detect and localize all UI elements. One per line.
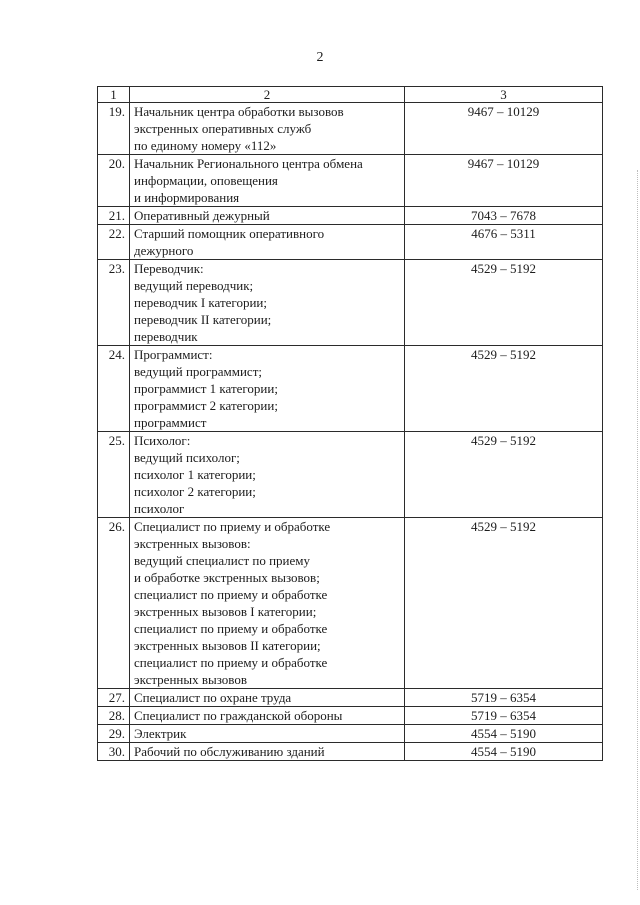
table-row	[98, 518, 603, 689]
position-title	[130, 707, 405, 725]
position-title-line: информации, оповещения	[134, 173, 278, 188]
row-number: 30.	[98, 743, 130, 761]
position-title-line: по единому номеру «112»	[134, 138, 277, 153]
position-title-line: Рабочий по обслуживанию зданий	[134, 744, 325, 759]
position-title-line: ведущий специалист по приему	[134, 553, 311, 568]
position-title-line: Специалист по гражданской обороны	[134, 708, 343, 723]
salary-range: 4529 – 5192	[405, 260, 603, 346]
row-number: 29.	[98, 725, 130, 743]
table-row	[98, 743, 603, 761]
table-row	[98, 155, 603, 207]
position-title-line: Специалист по охране труда	[134, 690, 292, 705]
row-number: 27.	[98, 689, 130, 707]
position-title	[130, 725, 405, 743]
position-title	[130, 689, 405, 707]
position-title-line: специалист по приему и обработке	[134, 587, 328, 602]
position-title-line: специалист по приему и обработке	[134, 621, 328, 636]
position-title-line: психолог	[134, 501, 185, 516]
position-title-line: экстренных вызовов I категории;	[134, 604, 317, 619]
position-title	[130, 743, 405, 761]
salary-range: 4529 – 5192	[405, 518, 603, 689]
table-header-row	[98, 87, 603, 103]
table-row	[98, 260, 603, 346]
table-row	[98, 103, 603, 155]
row-number: 25.	[98, 432, 130, 518]
position-title-line: программист	[134, 415, 207, 430]
header-col-3: 3	[405, 87, 603, 103]
table-row	[98, 689, 603, 707]
salary-range: 5719 – 6354	[405, 707, 603, 725]
row-number: 22.	[98, 225, 130, 260]
row-number: 19.	[98, 103, 130, 155]
salary-range: 5719 – 6354	[405, 689, 603, 707]
table-row	[98, 346, 603, 432]
salary-range: 4676 – 5311	[405, 225, 603, 260]
position-title-line: ведущий психолог;	[134, 450, 240, 465]
header-col-2: 2	[130, 87, 405, 103]
row-number: 26.	[98, 518, 130, 689]
position-title-line: Программист:	[134, 347, 213, 362]
row-number: 23.	[98, 260, 130, 346]
salary-range: 4529 – 5192	[405, 432, 603, 518]
salary-range: 7043 – 7678	[405, 207, 603, 225]
position-title	[130, 155, 405, 207]
position-title-line: переводчик II категории;	[134, 312, 272, 327]
position-title	[130, 518, 405, 689]
position-title-line: переводчик I категории;	[134, 295, 267, 310]
salary-range: 4554 – 5190	[405, 725, 603, 743]
position-title-line: экстренных вызовов II категории;	[134, 638, 321, 653]
position-title-line: Электрик	[134, 726, 187, 741]
position-title	[130, 432, 405, 518]
page-number: 2	[316, 50, 324, 65]
position-title	[130, 103, 405, 155]
header-col-1: 1	[98, 87, 130, 103]
position-title-line: ведущий переводчик;	[134, 278, 254, 293]
salary-table	[97, 86, 603, 761]
position-title-line: экстренных вызовов:	[134, 536, 251, 551]
position-title-line: Старший помощник оперативного	[134, 226, 325, 241]
salary-range: 4554 – 5190	[405, 743, 603, 761]
position-title-line: Начальник Регионального центра обмена	[134, 156, 363, 171]
salary-range: 9467 – 10129	[405, 155, 603, 207]
salary-range: 9467 – 10129	[405, 103, 603, 155]
position-title	[130, 207, 405, 225]
table-row	[98, 707, 603, 725]
position-title-line: Оперативный дежурный	[134, 208, 270, 223]
position-title-line: дежурного	[134, 243, 194, 258]
position-title-line: программист 2 категории;	[134, 398, 278, 413]
position-title-line: психолог 1 категории;	[134, 467, 256, 482]
position-title-line: ведущий программист;	[134, 364, 262, 379]
position-title-line: и информирования	[134, 190, 240, 205]
row-number: 24.	[98, 346, 130, 432]
position-title-line: специалист по приему и обработке	[134, 655, 328, 670]
position-title-line: программист 1 категории;	[134, 381, 278, 396]
position-title-line: экстренных оперативных служб	[134, 121, 312, 136]
table-row	[98, 225, 603, 260]
position-title-line: Специалист по приему и обработке	[134, 519, 331, 534]
row-number: 21.	[98, 207, 130, 225]
position-title-line: Психолог:	[134, 433, 191, 448]
position-title	[130, 260, 405, 346]
table-row	[98, 725, 603, 743]
position-title	[130, 346, 405, 432]
position-title-line: Начальник центра обработки вызовов	[134, 104, 344, 119]
row-number: 20.	[98, 155, 130, 207]
salary-range: 4529 – 5192	[405, 346, 603, 432]
position-title	[130, 225, 405, 260]
table-row	[98, 207, 603, 225]
row-number: 28.	[98, 707, 130, 725]
position-title-line: и обработке экстренных вызовов;	[134, 570, 320, 585]
scan-edge-marks	[634, 170, 638, 890]
position-title-line: переводчик	[134, 329, 198, 344]
position-title-line: психолог 2 категории;	[134, 484, 256, 499]
position-title-line: Переводчик:	[134, 261, 204, 276]
table-row	[98, 432, 603, 518]
position-title-line: экстренных вызовов	[134, 672, 247, 687]
